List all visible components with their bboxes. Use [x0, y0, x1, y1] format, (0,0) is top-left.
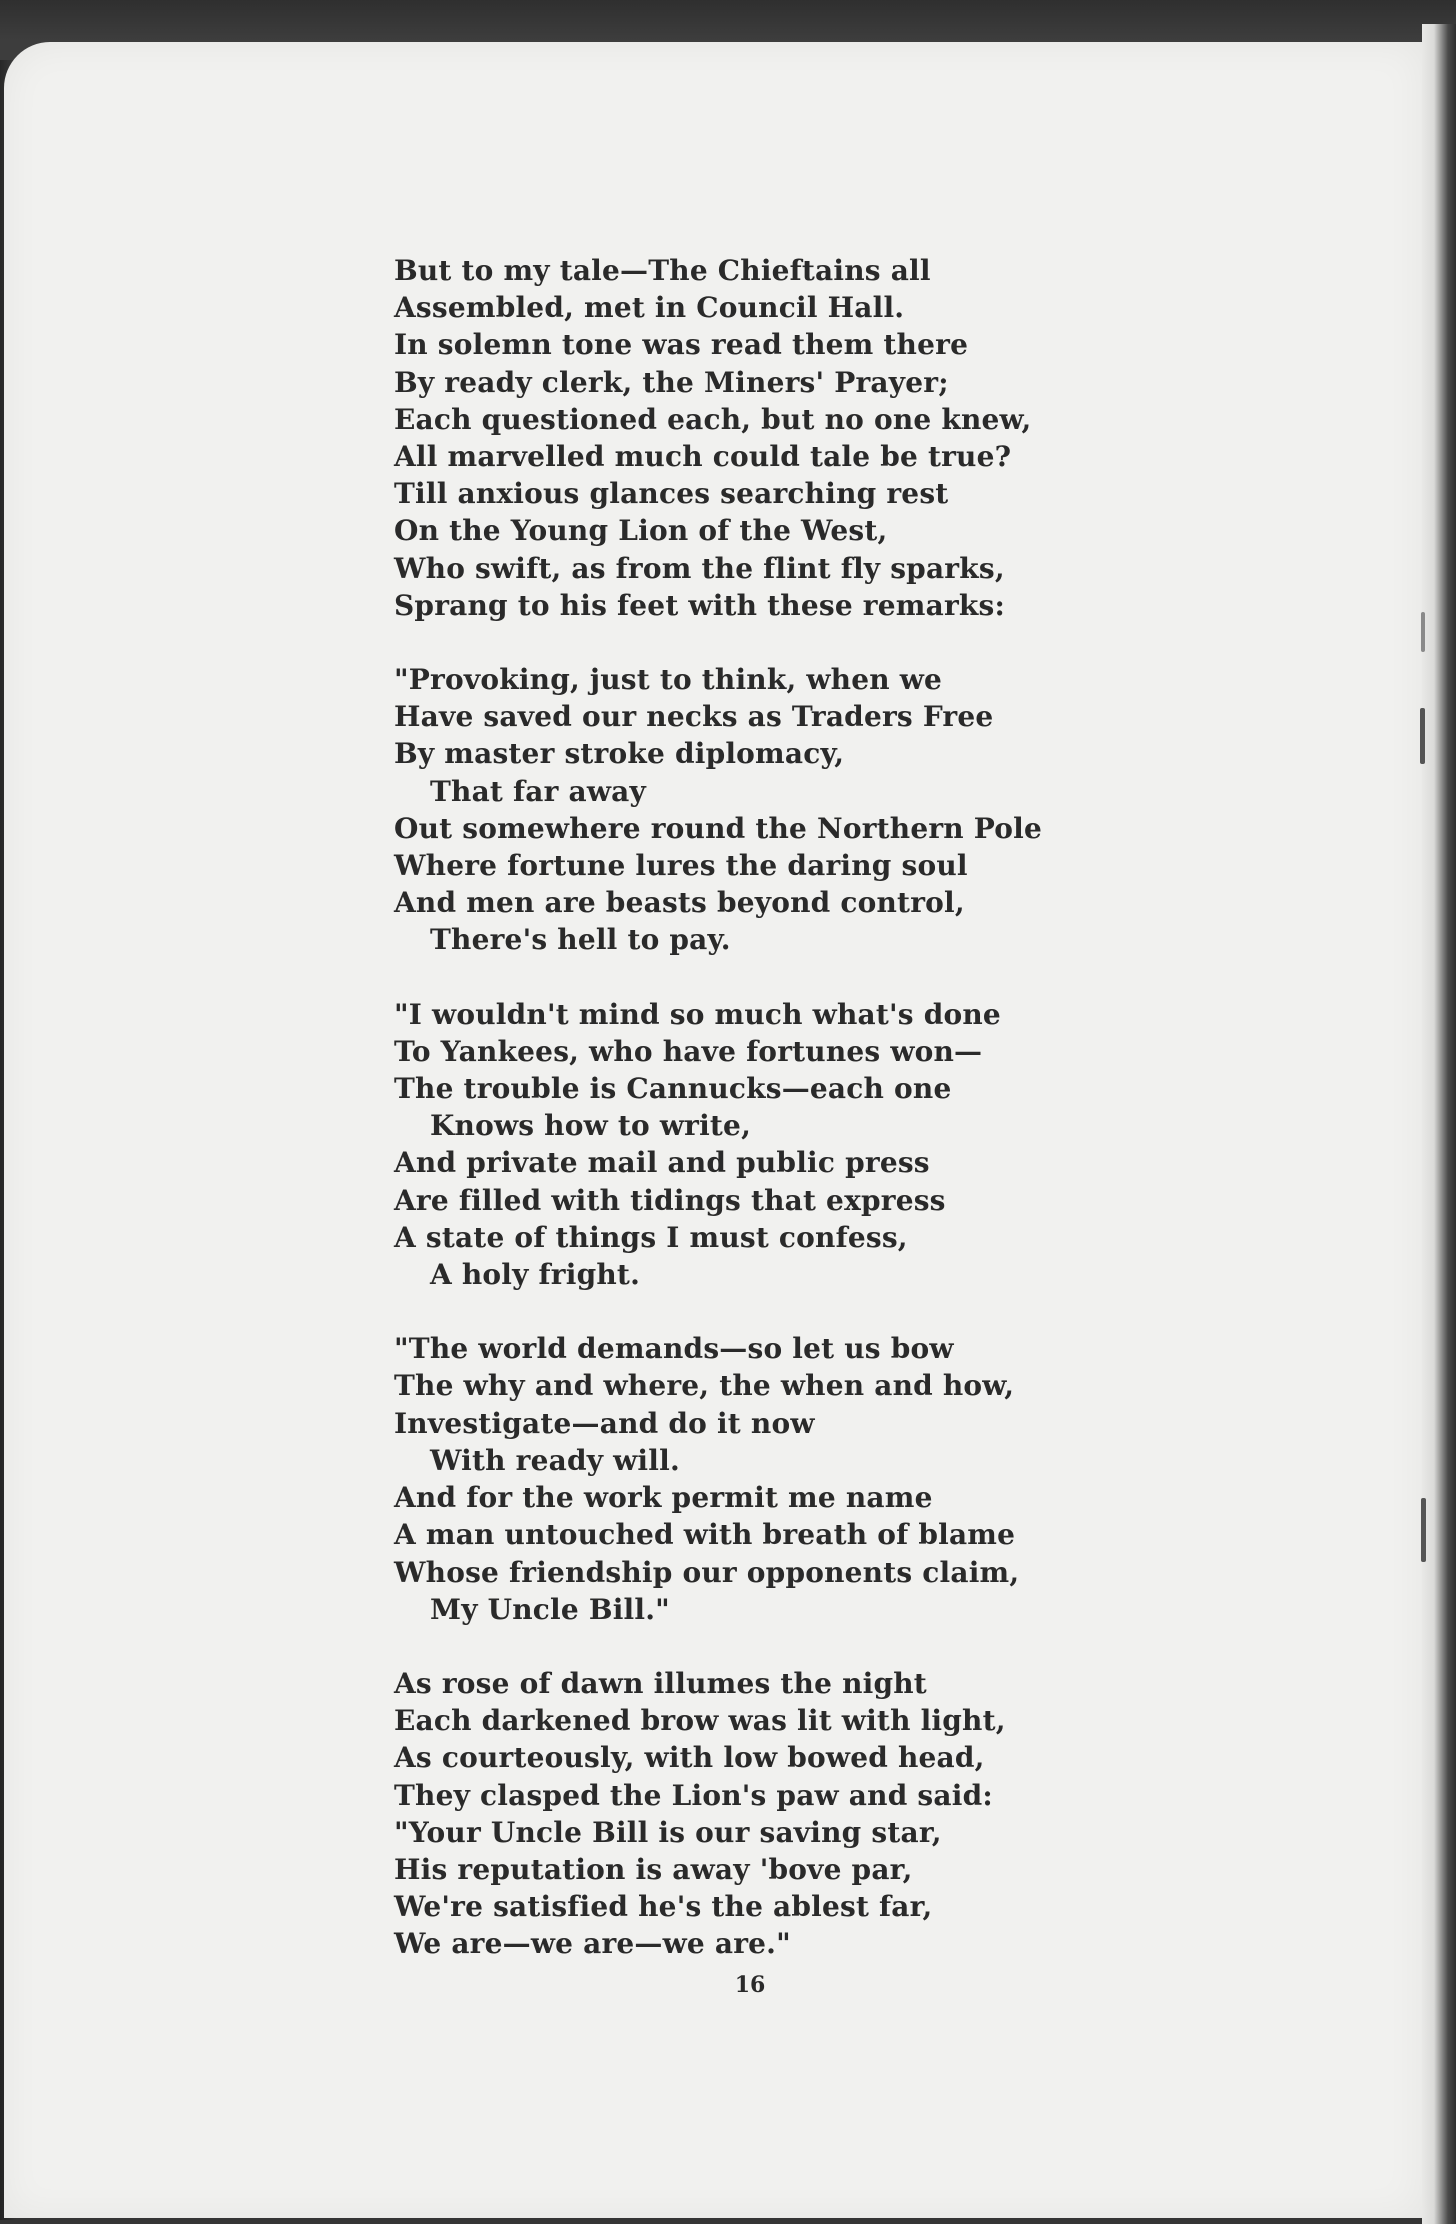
- poem-line: Out somewhere round the Northern Pole: [394, 811, 1043, 845]
- poem-line: Assembled, met in Council Hall.: [394, 291, 905, 325]
- poem-line: As courteously, with low bowed head,: [394, 1741, 985, 1775]
- poem-line: There's hell to pay.: [430, 923, 731, 957]
- poem-line: "The world demands—so let us bow: [394, 1332, 954, 1366]
- poem-line: Knows how to write,: [430, 1109, 752, 1143]
- stanza: [394, 661, 1154, 959]
- poem-line: In solemn tone was read them there: [394, 328, 969, 362]
- poem-line: A holy fright.: [430, 1258, 641, 1292]
- poem-line: A state of things I must confess,: [394, 1220, 908, 1254]
- poem-line: Who swift, as from the flint fly sparks,: [394, 551, 1005, 585]
- poem-line: "I wouldn't mind so much what's done: [394, 997, 1001, 1031]
- poem-line: But to my tale—The Chieftains all: [394, 254, 931, 287]
- poem-line: As rose of dawn illumes the night: [394, 1666, 927, 1700]
- poem-line: His reputation is away 'bove par,: [394, 1852, 913, 1886]
- poem-line: They clasped the Lion's paw and said:: [394, 1778, 993, 1812]
- poem-line: Investigate—and do it now: [394, 1406, 815, 1440]
- poem-line: And private mail and public press: [394, 1146, 930, 1180]
- poem-line: My Uncle Bill.": [430, 1592, 670, 1626]
- poem-line: Each darkened brow was lit with light,: [394, 1704, 1006, 1738]
- page-number: 16: [734, 1972, 766, 1998]
- stanza: [394, 1665, 1154, 1963]
- poem-line: Till anxious glances searching rest: [394, 477, 949, 511]
- poem-line: Each questioned each, but no one knew,: [394, 402, 1032, 436]
- poem-line: On the Young Lion of the West,: [394, 514, 888, 548]
- poem-line: Are filled with tidings that express: [394, 1183, 946, 1217]
- poem-line: That far away: [430, 774, 646, 808]
- stanza: [394, 996, 1154, 1294]
- poem-line: The why and where, the when and how,: [394, 1369, 1015, 1403]
- poem-line: Where fortune lures the daring soul: [394, 849, 968, 883]
- poem-line: With ready will.: [430, 1443, 680, 1477]
- poem-line: Whose friendship our opponents claim,: [394, 1555, 1020, 1589]
- stanza: [394, 1330, 1154, 1628]
- poem-line: "Your Uncle Bill is our saving star,: [394, 1815, 942, 1849]
- poem-line: And for the work permit me name: [394, 1481, 933, 1515]
- poem-line: Sprang to his feet with these remarks:: [394, 588, 1005, 622]
- margin-mark: [1421, 1498, 1426, 1562]
- poem-line: All marvelled much could tale be true?: [394, 440, 1012, 474]
- margin-mark: [1420, 708, 1425, 764]
- poem-line: A man untouched with breath of blame: [394, 1518, 1016, 1552]
- poem-line: To Yankees, who have fortunes won—: [394, 1034, 983, 1068]
- poem-line: We are—we are—we are.": [394, 1927, 791, 1961]
- adjacent-page-edge: [1422, 24, 1456, 2224]
- poem-line: By ready clerk, the Miners' Prayer;: [394, 365, 949, 399]
- poem-line: We're satisfied he's the ablest far,: [394, 1890, 933, 1924]
- poem-line: By master stroke diplomacy,: [394, 737, 845, 771]
- poem-line: And men are beasts beyond control,: [394, 886, 965, 920]
- poem-line: "Provoking, just to think, when we: [394, 663, 943, 697]
- poem-line: Have saved our necks as Traders Free: [394, 700, 994, 734]
- poem-line: The trouble is Cannucks—each one: [394, 1072, 952, 1106]
- margin-mark: [1421, 612, 1425, 652]
- poem-text: [394, 252, 1154, 2000]
- stanza: [394, 252, 1154, 624]
